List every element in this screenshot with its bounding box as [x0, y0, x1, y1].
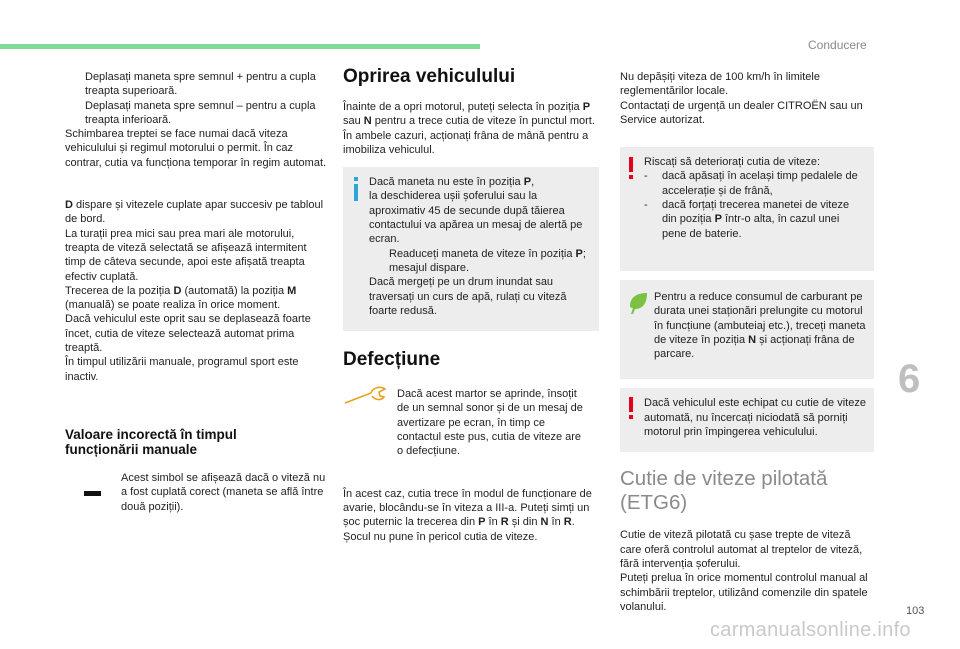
bullet-item: Readuceți maneta de viteze în poziția P; mesajul dispare. — [369, 247, 591, 276]
subheading-incorrect-value: Valoare incorectă în timpul funcționării manuale — [65, 426, 237, 457]
paragraph: Trecerea de la poziția D (automată) la poziția M (manuală) se poate realiza în orice moment. — [65, 284, 297, 312]
heading-stopping-vehicle: Oprirea vehiculului — [343, 66, 516, 87]
accent-bar — [0, 44, 480, 49]
column-left — [65, 70, 327, 514]
warning-box: Dacă vehiculul este echipat cu cutie de viteze automată, nu încercați niciodată să porniți motorul prin împingerea vehiculului. — [620, 388, 874, 452]
column-right — [620, 70, 874, 614]
paragraph: La turații prea mici sau prea mari ale motorului, treapta de viteză selectată se afișează intermitent timp de câteva secunde, apoi este afișată treapta efectiv cuplată. — [65, 227, 307, 283]
dash-symbol-icon — [84, 491, 101, 496]
fault-note: Dacă acest martor se aprinde, însoțit de un semnal sonor și de un mesaj de avertizare pe ecran, în timp ce contactul este pus, cutia de viteze are o defecțiune. — [343, 387, 587, 458]
heading-fault: Defecțiune — [343, 349, 441, 371]
paragraph: Schimbarea treptei se face numai dacă viteza vehiculului și regimul motorului o permit. În caz contrar, cutia va funcționa temporar în regim automat. — [65, 128, 327, 169]
symbol-note: Acest simbol se afișează dacă o viteză nu a fost cuplată corect (maneta se află între două poziții). — [65, 471, 327, 514]
dash-item: - dacă forțați trecerea manetei de viteze din poziția P într-o alta, în cazul unei pene de baterie. — [644, 199, 850, 240]
paragraph: Contactați de urgență un dealer CITROËN sau un Service autorizat. — [620, 99, 863, 126]
warning-icon — [628, 397, 634, 423]
dash-item: - dacă apăsați în același timp pedalele de accelerație și de frână, — [644, 170, 858, 197]
bullet-item: Deplasați maneta spre semnul – pentru a cupla treapta inferioară. — [65, 99, 327, 128]
paragraph: Nu depășiți viteza de 100 km/h în limitele reglementărilor locale. — [620, 71, 820, 98]
info-icon — [352, 177, 360, 205]
bullet-arrow-icon — [65, 70, 85, 99]
eco-leaf-icon — [627, 292, 649, 320]
paragraph: Puteți prelua în orice momentul controlul manual al schimbării treptelor, utilizând comenzile din spatele volanului. — [620, 572, 868, 613]
wrench-icon — [343, 385, 387, 411]
bullet-arrow-icon — [65, 99, 85, 128]
bullet-item: Deplasați maneta spre semnul + pentru a cupla treapta superioară. — [65, 70, 327, 99]
page-number: 103 — [906, 605, 925, 617]
paragraph: Dacă vehiculul este oprit sau se deplasează foarte încet, cutia de viteze selectează automat prima treaptă. — [65, 313, 311, 355]
paragraph: Cutie de viteză pilotată cu șase trepte de viteză care oferă controlul automat al treptelor de viteză, fără intervenția șoferului. — [620, 529, 863, 570]
paragraph: În timpul utilizării manuale, programul sport este inactiv. — [65, 356, 299, 383]
warning-icon — [628, 157, 634, 183]
heading-piloted-gearbox: Cutie de viteze pilotată (ETG6) — [620, 467, 828, 515]
paragraph: Înainte de a opri motorul, puteți selecta în poziția P sau N pentru a trece cutia de viteze în punctul mort. — [343, 101, 595, 128]
paragraph: În ambele cazuri, acționați frâna de mână pentru a imobiliza vehiculul. — [343, 129, 589, 156]
column-middle — [343, 66, 599, 544]
info-box: Dacă maneta nu este în poziția P, la deschiderea ușii șoferului sau la aproximativ 45 de secunde după tăierea contactului va apărea un mesaj de alertă pe ecran. Readuceți maneta de viteze în poziția P; mesajul dispare. Dacă mergeți pe un drum inundat sau traversați un curs de apă, rulați cu viteză foarte redusă. — [343, 167, 599, 331]
paragraph: D dispare și vitezele cuplate apar succesiv pe tabloul de bord. — [65, 199, 324, 226]
bullet-arrow-icon — [369, 247, 389, 276]
section-title: Conducere — [808, 38, 867, 52]
eco-box: Pentru a reduce consumul de carburant pe durata unei staționări prelungite cu motorul în funcțiune (ambuteiaj etc.), treceți maneta de viteze în poziția N și acționați frâna de parcare. — [620, 280, 874, 379]
chapter-number: 6 — [898, 357, 921, 401]
paragraph: În acest caz, cutia trece în modul de funcționare de avarie, blocându-se în viteza a III-a. Puteți simți un șoc puternic la trecerea din P în R și din N în R. Șocul nu pune în pericol cutia de viteze. — [343, 487, 592, 543]
watermark: carmanualsonline.info — [710, 619, 911, 641]
warning-box: Riscați să deteriorați cutia de viteze: - dacă apăsați în același timp pedalele de accelerație și de frână, - dacă forțați trecerea manetei de viteze din poziția P într-o alta, în cazul unei pene de baterie. — [620, 147, 874, 271]
